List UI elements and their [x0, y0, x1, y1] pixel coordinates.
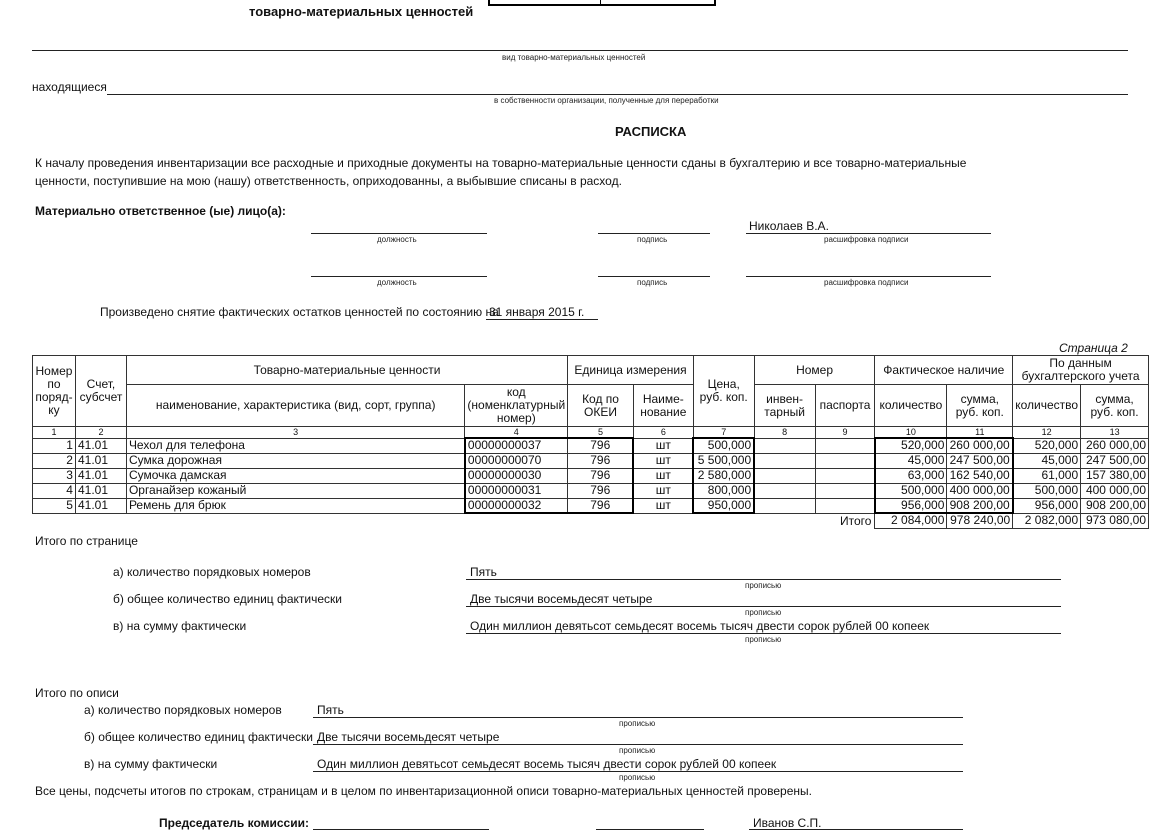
header-unit-name: Наиме-нование [633, 385, 693, 427]
row-unit: шт [633, 498, 693, 513]
col-index: 12 [1013, 427, 1081, 439]
located-line [107, 94, 1128, 95]
row-name: Ремень для брюк [126, 498, 464, 513]
header-goods-code: код (номенклатурный номер) [465, 385, 568, 427]
row-qty2: 500,000 [1013, 483, 1081, 498]
header-account: Счет, субсчет [75, 356, 126, 427]
page-totals-c-value: Один миллион девятьсот семьдесят восемь тысяч двести сорок рублей 00 копеек [470, 619, 930, 633]
header-sum2: сумма, руб. коп. [1081, 385, 1149, 427]
row-account: 41.01 [75, 498, 126, 513]
col-index: 7 [693, 427, 754, 439]
row-passport [815, 453, 875, 468]
total-label: Итого [840, 513, 872, 528]
located-label: находящиеся [32, 80, 107, 94]
row-qty: 500,000 [875, 483, 947, 498]
row-code: 00000000031 [465, 483, 568, 498]
table-row [33, 438, 1149, 453]
inventory-totals-a-line [313, 717, 963, 718]
row-sum: 162 540,00 [947, 468, 1013, 483]
chairman-position-line [313, 829, 489, 830]
chairman-decode-line [749, 829, 963, 830]
row-okei: 796 [568, 483, 634, 498]
inventory-totals-c-label: в) на сумму фактически [84, 757, 218, 771]
row-passport [815, 438, 875, 453]
header-books: По данным бухгалтерского учета [1013, 356, 1149, 385]
inventory-totals-title: Итого по описи [35, 686, 119, 700]
col-index: 3 [126, 427, 464, 439]
row-sum2: 260 000,00 [1081, 438, 1149, 453]
row-name: Органайзер кожаный [126, 483, 464, 498]
inventory-totals-b-label: б) общее количество единиц фактически [84, 730, 314, 744]
sig2-position-caption: должность [377, 278, 417, 287]
total-sum2: 973 080,00 [1081, 513, 1149, 528]
row-price: 950,000 [693, 498, 754, 513]
row-sum2: 908 200,00 [1081, 498, 1149, 513]
balance-date: 31 января 2015 г. [489, 305, 585, 319]
total-sum: 978 240,00 [947, 513, 1013, 528]
row-unit: шт [633, 438, 693, 453]
row-unit: шт [633, 453, 693, 468]
inventory-totals-c-caption: прописью [619, 773, 656, 782]
row-okei: 796 [568, 438, 634, 453]
row-passport [815, 468, 875, 483]
row-code: 00000000037 [465, 438, 568, 453]
sig2-decode-line [746, 276, 991, 277]
sig1-signature-caption: подпись [637, 235, 668, 244]
col-index: 13 [1081, 427, 1149, 439]
receipt-text-2: ценности, поступившие на мою (нашу) ответственность, оприходованны, а выбывшие списаны в расход. [35, 174, 622, 188]
row-sum: 400 000,00 [947, 483, 1013, 498]
receipt-title: РАСПИСКА [615, 124, 687, 139]
inventory-totals-b-caption: прописью [619, 746, 656, 755]
row-qty2: 45,000 [1013, 453, 1081, 468]
page-totals-b-label: б) общее количество единиц фактически [113, 592, 343, 606]
row-inv [754, 498, 815, 513]
top-frame [488, 0, 716, 6]
col-index: 5 [568, 427, 634, 439]
row-unit: шт [633, 468, 693, 483]
header-qty2: количество [1013, 385, 1081, 427]
row-okei: 796 [568, 453, 634, 468]
sig2-decode-caption: расшифровка подписи [824, 278, 909, 287]
page-totals-b-line [466, 606, 1061, 607]
col-index: 9 [815, 427, 875, 439]
sig2-signature-line [598, 276, 710, 277]
row-account: 41.01 [75, 438, 126, 453]
row-num: 4 [33, 483, 76, 498]
row-unit: шт [633, 483, 693, 498]
row-qty: 63,000 [875, 468, 947, 483]
row-inv [754, 453, 815, 468]
row-qty: 956,000 [875, 498, 947, 513]
page-totals-b-caption: прописью [745, 608, 782, 617]
chairman-signature-line [596, 829, 704, 830]
total-qty: 2 084,000 [875, 513, 947, 528]
row-name: Чехол для телефона [126, 438, 464, 453]
row-num: 2 [33, 453, 76, 468]
row-sum2: 157 380,00 [1081, 468, 1149, 483]
inventory-totals-a-label: а) количество порядковых номеров [84, 703, 282, 717]
sig2-position-line [311, 276, 487, 277]
balance-label: Произведено снятие фактических остатков ценностей по состоянию на [100, 305, 499, 319]
inventory-totals-a-value: Пять [317, 703, 344, 717]
responsible-label: Материально ответственное (ые) лицо(а): [35, 204, 286, 218]
sig1-signature-line [598, 233, 710, 234]
row-qty: 520,000 [875, 438, 947, 453]
row-code: 00000000032 [465, 498, 568, 513]
col-index: 6 [633, 427, 693, 439]
row-qty2: 520,000 [1013, 438, 1081, 453]
responsible-name: Николаев В.А. [749, 219, 829, 233]
sig2-signature-caption: подпись [637, 278, 668, 287]
table-row [33, 453, 1149, 468]
row-price: 2 580,000 [693, 468, 754, 483]
header-passport: паспорта [815, 385, 875, 427]
inventory-totals-c-line [313, 771, 963, 772]
row-inv [754, 483, 815, 498]
column-index-row [33, 427, 1149, 439]
row-account: 41.01 [75, 453, 126, 468]
page-label: Страница 2 [1059, 341, 1128, 355]
inventory-totals-a-caption: прописью [619, 719, 656, 728]
page-totals-title: Итого по странице [35, 534, 138, 548]
header-actual: Фактическое наличие [875, 356, 1013, 385]
header-number: Номер [754, 356, 875, 385]
kind-line [32, 50, 1128, 51]
balance-date-line [486, 319, 598, 320]
row-sum: 247 500,00 [947, 453, 1013, 468]
total-row [33, 513, 1149, 528]
page-totals-a-caption: прописью [745, 581, 782, 590]
header-goods-name: наименование, характеристика (вид, сорт, группа) [126, 385, 464, 427]
row-account: 41.01 [75, 468, 126, 483]
col-index: 4 [465, 427, 568, 439]
chairman-name: Иванов С.П. [753, 816, 822, 830]
located-caption: в собственности организации, полученные для переработки [494, 96, 719, 105]
header-inv: инвен-тарный [754, 385, 815, 427]
header-unit: Единица измерения [568, 356, 694, 385]
row-price: 500,000 [693, 438, 754, 453]
row-price: 800,000 [693, 483, 754, 498]
page-totals-a-label: а) количество порядковых номеров [113, 565, 311, 579]
col-index: 2 [75, 427, 126, 439]
row-name: Сумочка дамская [126, 468, 464, 483]
page-totals-b-value: Две тысячи восемьдесят четыре [470, 592, 653, 606]
row-qty: 45,000 [875, 453, 947, 468]
row-okei: 796 [568, 498, 634, 513]
row-price: 5 500,000 [693, 453, 754, 468]
row-account: 41.01 [75, 483, 126, 498]
col-index: 10 [875, 427, 947, 439]
row-num: 3 [33, 468, 76, 483]
row-qty2: 956,000 [1013, 498, 1081, 513]
inventory-table [32, 355, 1149, 529]
table-row [33, 498, 1149, 513]
col-index: 11 [947, 427, 1013, 439]
inventory-totals-c-value: Один миллион девятьсот семьдесят восемь тысяч двести сорок рублей 00 копеек [317, 757, 777, 771]
checked-text: Все цены, подсчеты итогов по строкам, страницам и в целом по инвентаризационной описи товарно-материальных ценностей проверены. [35, 784, 812, 798]
row-sum2: 400 000,00 [1081, 483, 1149, 498]
row-sum: 908 200,00 [947, 498, 1013, 513]
header-qty: количество [875, 385, 947, 427]
header-num: Номер по поряд-ку [33, 356, 76, 427]
row-sum2: 247 500,00 [1081, 453, 1149, 468]
sig1-decode-caption: расшифровка подписи [824, 235, 909, 244]
row-inv [754, 468, 815, 483]
total-qty2: 2 082,000 [1013, 513, 1081, 528]
header-sum: сумма, руб. коп. [947, 385, 1013, 427]
page-totals-c-line [466, 633, 1061, 634]
row-passport [815, 483, 875, 498]
inventory-totals-b-value: Две тысячи восемьдесят четыре [317, 730, 500, 744]
row-name: Сумка дорожная [126, 453, 464, 468]
row-code: 00000000070 [465, 453, 568, 468]
row-num: 5 [33, 498, 76, 513]
page-totals-c-label: в) на сумму фактически [113, 619, 247, 633]
doc-title-partial: товарно-материальных ценностей [249, 4, 474, 19]
col-index: 8 [754, 427, 815, 439]
table-row [33, 483, 1149, 498]
page-totals-a-value: Пять [470, 565, 497, 579]
header-goods: Товарно-материальные ценности [126, 356, 567, 385]
page-totals-c-caption: прописью [745, 635, 782, 644]
row-passport [815, 498, 875, 513]
row-sum: 260 000,00 [947, 438, 1013, 453]
header-unit-code: Код по ОКЕИ [568, 385, 634, 427]
receipt-text-1: К началу проведения инвентаризации все расходные и приходные документы на товарно-материальные ценности сданы в бухгалтерию и все товарно-материальные [35, 156, 967, 170]
chairman-label: Председатель комиссии: [159, 816, 309, 830]
row-code: 00000000030 [465, 468, 568, 483]
kind-caption: вид товарно-материальных ценностей [502, 53, 646, 62]
row-num: 1 [33, 438, 76, 453]
table-row [33, 468, 1149, 483]
col-index: 1 [33, 427, 76, 439]
row-inv [754, 438, 815, 453]
row-okei: 796 [568, 468, 634, 483]
sig1-position-caption: должность [377, 235, 417, 244]
row-qty2: 61,000 [1013, 468, 1081, 483]
inventory-totals-b-line [313, 744, 963, 745]
page-totals-a-line [466, 579, 1061, 580]
sig1-decode-line [746, 233, 991, 234]
sig1-position-line [311, 233, 487, 234]
header-price: Цена, руб. коп. [693, 356, 754, 427]
